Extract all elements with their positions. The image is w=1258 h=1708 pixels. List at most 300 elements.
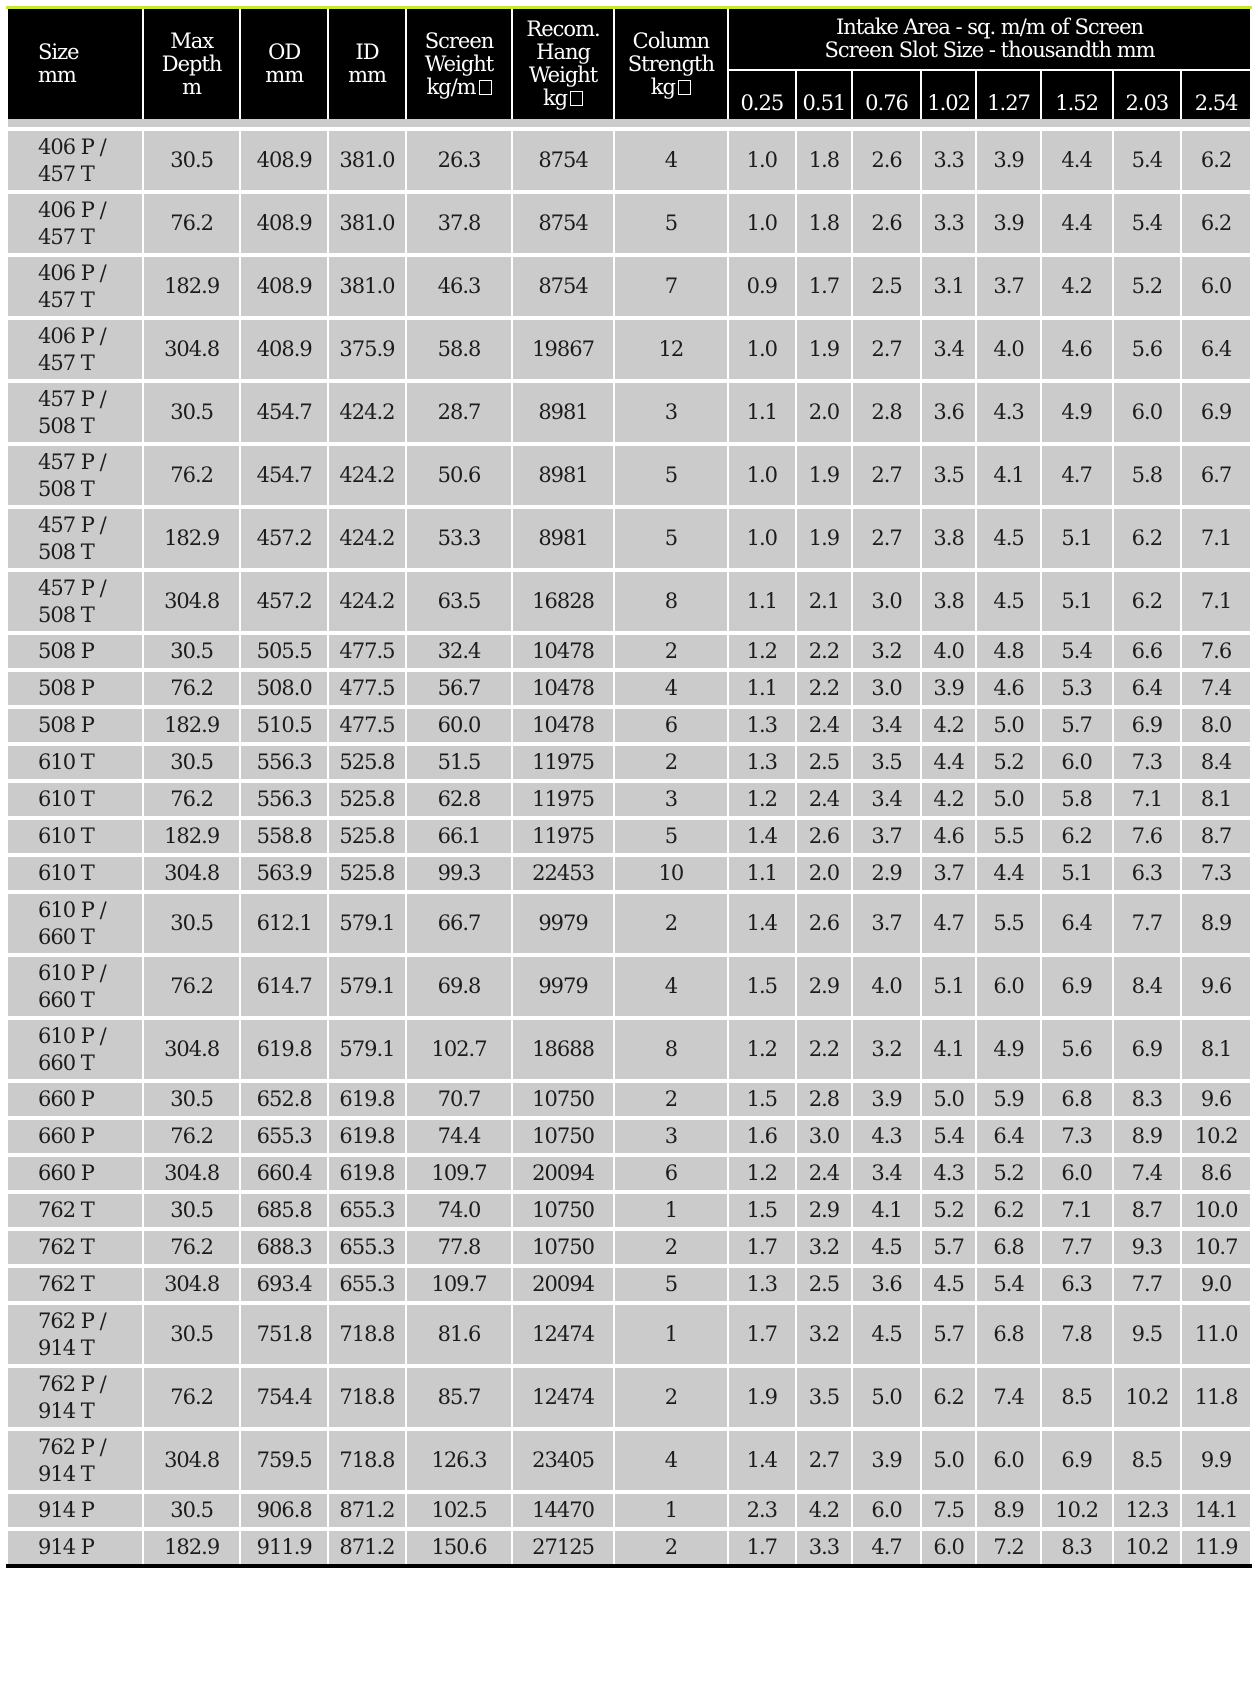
intake-area-cell: 12.3 xyxy=(1113,1492,1182,1529)
max-depth-cell: 76.2 xyxy=(143,192,240,255)
header-size-text: Size mm xyxy=(38,40,79,87)
intake-area-cell: 7.3 xyxy=(1181,855,1251,892)
intake-area-cell: 2.0 xyxy=(796,855,853,892)
intake-area-cell: 9.6 xyxy=(1181,1081,1251,1118)
column-strength-cell: 12 xyxy=(614,318,728,381)
header-screen-weight xyxy=(406,8,513,120)
max-depth-cell: 30.5 xyxy=(143,381,240,444)
intake-area-cell: 5.1 xyxy=(921,955,977,1018)
intake-area-cell: 6.2 xyxy=(921,1366,977,1429)
max-depth-cell: 30.5 xyxy=(143,1192,240,1229)
intake-area-cell: 5.4 xyxy=(976,1266,1040,1303)
intake-area-cell: 5.0 xyxy=(976,781,1040,818)
size-cell: 610 T xyxy=(7,781,143,818)
table-body xyxy=(7,119,1251,1566)
intake-area-cell: 5.4 xyxy=(1113,192,1182,255)
intake-area-cell: 4.5 xyxy=(921,1266,977,1303)
footnote-box-icon xyxy=(570,91,583,106)
hang-weight-cell: 8754 xyxy=(512,192,613,255)
intake-area-cell: 6.0 xyxy=(1113,381,1182,444)
table-row xyxy=(7,1192,1251,1229)
column-strength-cell: 6 xyxy=(614,707,728,744)
screen-weight-cell: 63.5 xyxy=(406,570,513,633)
intake-area-cell: 6.4 xyxy=(1181,318,1251,381)
intake-area-cell: 5.0 xyxy=(921,1429,977,1492)
intake-area-cell: 2.4 xyxy=(796,1155,853,1192)
id-cell: 655.3 xyxy=(328,1266,405,1303)
intake-area-cell: 7.4 xyxy=(1113,1155,1182,1192)
intake-area-cell: 3.9 xyxy=(976,192,1040,255)
max-depth-cell: 76.2 xyxy=(143,670,240,707)
intake-area-cell: 1.9 xyxy=(728,1366,796,1429)
intake-area-cell: 10.2 xyxy=(1113,1366,1182,1429)
column-strength-cell: 6 xyxy=(614,1155,728,1192)
intake-area-cell: 2.5 xyxy=(852,255,921,318)
intake-area-cell: 10.2 xyxy=(1181,1118,1251,1155)
intake-area-cell: 6.9 xyxy=(1041,955,1113,1018)
size-cell: 508 P xyxy=(7,707,143,744)
intake-area-cell: 1.2 xyxy=(728,1155,796,1192)
intake-area-cell: 2.6 xyxy=(796,892,853,955)
column-strength-cell: 4 xyxy=(614,670,728,707)
intake-area-cell: 3.5 xyxy=(852,744,921,781)
intake-area-cell: 1.3 xyxy=(728,707,796,744)
intake-area-cell: 2.4 xyxy=(796,781,853,818)
table-row xyxy=(7,892,1251,955)
header-intake-area-line2: Screen Slot Size - thousandth mm xyxy=(824,38,1155,62)
size-cell: 914 P xyxy=(7,1492,143,1529)
id-cell: 375.9 xyxy=(328,318,405,381)
od-cell: 408.9 xyxy=(240,255,328,318)
id-cell: 871.2 xyxy=(328,1529,405,1566)
intake-area-cell: 9.5 xyxy=(1113,1303,1182,1366)
intake-area-cell: 3.0 xyxy=(852,670,921,707)
header-max-depth-text: Max Depth m xyxy=(161,28,222,99)
table-row xyxy=(7,818,1251,855)
hang-weight-cell: 10750 xyxy=(512,1118,613,1155)
intake-area-cell: 1.0 xyxy=(728,192,796,255)
header-intake-area-line1: Intake Area - sq. m/m of Screen xyxy=(836,15,1144,39)
header-slot-size: 1.52 xyxy=(1041,70,1113,119)
table-row xyxy=(7,318,1251,381)
intake-area-cell: 7.4 xyxy=(976,1366,1040,1429)
intake-area-cell: 1.3 xyxy=(728,744,796,781)
intake-area-cell: 5.4 xyxy=(1041,633,1113,670)
intake-area-cell: 4.4 xyxy=(921,744,977,781)
hang-weight-cell: 8981 xyxy=(512,381,613,444)
table-row xyxy=(7,192,1251,255)
table-row xyxy=(7,633,1251,670)
max-depth-cell: 30.5 xyxy=(143,1303,240,1366)
od-cell: 619.8 xyxy=(240,1018,328,1081)
size-cell: 457 P / 508 T xyxy=(7,381,143,444)
intake-area-cell: 8.5 xyxy=(1113,1429,1182,1492)
id-cell: 619.8 xyxy=(328,1155,405,1192)
column-strength-cell: 2 xyxy=(614,633,728,670)
intake-area-cell: 5.4 xyxy=(1113,129,1182,192)
intake-area-cell: 3.2 xyxy=(852,633,921,670)
intake-area-cell: 3.2 xyxy=(796,1303,853,1366)
id-cell: 655.3 xyxy=(328,1192,405,1229)
id-cell: 619.8 xyxy=(328,1081,405,1118)
max-depth-cell: 304.8 xyxy=(143,1155,240,1192)
intake-area-cell: 4.2 xyxy=(1041,255,1113,318)
intake-area-cell: 5.8 xyxy=(1113,444,1182,507)
intake-area-cell: 3.4 xyxy=(852,781,921,818)
intake-area-cell: 8.4 xyxy=(1113,955,1182,1018)
column-strength-cell: 4 xyxy=(614,1429,728,1492)
intake-area-cell: 4.7 xyxy=(852,1529,921,1566)
intake-area-cell: 6.9 xyxy=(1041,1429,1113,1492)
intake-area-cell: 10.7 xyxy=(1181,1229,1251,1266)
intake-area-cell: 2.9 xyxy=(796,955,853,1018)
intake-area-cell: 8.7 xyxy=(1113,1192,1182,1229)
size-cell: 508 P xyxy=(7,670,143,707)
intake-area-cell: 4.7 xyxy=(921,892,977,955)
table-row xyxy=(7,1018,1251,1081)
table-row xyxy=(7,255,1251,318)
screen-weight-cell: 51.5 xyxy=(406,744,513,781)
intake-area-cell: 2.3 xyxy=(728,1492,796,1529)
id-cell: 525.8 xyxy=(328,781,405,818)
screen-weight-cell: 77.8 xyxy=(406,1229,513,1266)
intake-area-cell: 7.7 xyxy=(1113,1266,1182,1303)
hang-weight-cell: 27125 xyxy=(512,1529,613,1566)
intake-area-cell: 4.3 xyxy=(921,1155,977,1192)
size-cell: 610 P / 660 T xyxy=(7,892,143,955)
intake-area-cell: 10.2 xyxy=(1113,1529,1182,1566)
id-cell: 655.3 xyxy=(328,1229,405,1266)
intake-area-cell: 6.2 xyxy=(1181,129,1251,192)
header-slot-size: 1.27 xyxy=(976,70,1040,119)
intake-area-cell: 5.7 xyxy=(921,1303,977,1366)
table-row xyxy=(7,707,1251,744)
header-size xyxy=(7,8,143,120)
table-row xyxy=(7,1303,1251,1366)
id-cell: 871.2 xyxy=(328,1492,405,1529)
screen-weight-cell: 102.5 xyxy=(406,1492,513,1529)
intake-area-cell: 3.7 xyxy=(921,855,977,892)
table-row xyxy=(7,1429,1251,1492)
intake-area-cell: 3.3 xyxy=(921,129,977,192)
intake-area-cell: 5.2 xyxy=(976,744,1040,781)
intake-area-cell: 9.9 xyxy=(1181,1429,1251,1492)
intake-area-cell: 4.4 xyxy=(1041,192,1113,255)
column-strength-cell: 1 xyxy=(614,1192,728,1229)
column-strength-cell: 4 xyxy=(614,955,728,1018)
intake-area-cell: 4.1 xyxy=(921,1018,977,1081)
hang-weight-cell: 18688 xyxy=(512,1018,613,1081)
size-cell: 762 P / 914 T xyxy=(7,1429,143,1492)
size-cell: 660 P xyxy=(7,1155,143,1192)
column-strength-cell: 5 xyxy=(614,818,728,855)
id-cell: 381.0 xyxy=(328,255,405,318)
intake-area-cell: 5.6 xyxy=(1041,1018,1113,1081)
intake-area-cell: 2.6 xyxy=(852,192,921,255)
header-column-strength-text: Column Strength kg xyxy=(627,28,714,99)
intake-area-cell: 5.3 xyxy=(1041,670,1113,707)
od-cell: 408.9 xyxy=(240,192,328,255)
id-cell: 525.8 xyxy=(328,818,405,855)
intake-area-cell: 6.4 xyxy=(1041,892,1113,955)
table-row xyxy=(7,1492,1251,1529)
intake-area-cell: 4.2 xyxy=(796,1492,853,1529)
header-max-depth xyxy=(143,8,240,120)
intake-area-cell: 2.8 xyxy=(852,381,921,444)
hang-weight-cell: 10478 xyxy=(512,707,613,744)
hang-weight-cell: 8754 xyxy=(512,129,613,192)
intake-area-cell: 7.4 xyxy=(1181,670,1251,707)
screen-weight-cell: 85.7 xyxy=(406,1366,513,1429)
intake-area-cell: 2.6 xyxy=(852,129,921,192)
hang-weight-cell: 23405 xyxy=(512,1429,613,1492)
size-cell: 762 T xyxy=(7,1229,143,1266)
intake-area-cell: 1.2 xyxy=(728,633,796,670)
footnote-box-icon xyxy=(678,80,691,95)
intake-area-cell: 3.7 xyxy=(976,255,1040,318)
screen-weight-cell: 109.7 xyxy=(406,1266,513,1303)
intake-area-cell: 5.9 xyxy=(976,1081,1040,1118)
intake-area-cell: 8.6 xyxy=(1181,1155,1251,1192)
intake-area-cell: 6.4 xyxy=(976,1118,1040,1155)
id-cell: 579.1 xyxy=(328,1018,405,1081)
intake-area-cell: 1.7 xyxy=(728,1303,796,1366)
size-cell: 762 P / 914 T xyxy=(7,1366,143,1429)
table-row xyxy=(7,781,1251,818)
id-cell: 619.8 xyxy=(328,1118,405,1155)
hang-weight-cell: 11975 xyxy=(512,781,613,818)
intake-area-cell: 3.6 xyxy=(852,1266,921,1303)
header-intake-area xyxy=(728,8,1251,71)
intake-area-cell: 9.3 xyxy=(1113,1229,1182,1266)
size-cell: 508 P xyxy=(7,633,143,670)
header-id xyxy=(328,8,405,120)
hang-weight-cell: 11975 xyxy=(512,744,613,781)
header-od xyxy=(240,8,328,120)
intake-area-cell: 5.8 xyxy=(1041,781,1113,818)
intake-area-cell: 1.8 xyxy=(796,192,853,255)
hang-weight-cell: 10750 xyxy=(512,1229,613,1266)
size-cell: 406 P / 457 T xyxy=(7,129,143,192)
intake-area-cell: 5.4 xyxy=(921,1118,977,1155)
od-cell: 685.8 xyxy=(240,1192,328,1229)
intake-area-cell: 6.2 xyxy=(976,1192,1040,1229)
screen-weight-cell: 46.3 xyxy=(406,255,513,318)
intake-area-cell: 4.5 xyxy=(976,507,1040,570)
header-slot-size: 1.02 xyxy=(921,70,977,119)
id-cell: 718.8 xyxy=(328,1366,405,1429)
header-slot-size: 0.25 xyxy=(728,70,796,119)
intake-area-cell: 5.7 xyxy=(1041,707,1113,744)
intake-area-cell: 4.7 xyxy=(1041,444,1113,507)
size-cell: 406 P / 457 T xyxy=(7,255,143,318)
hang-weight-cell: 14470 xyxy=(512,1492,613,1529)
intake-area-cell: 6.6 xyxy=(1113,633,1182,670)
intake-area-cell: 6.7 xyxy=(1181,444,1251,507)
screen-weight-cell: 56.7 xyxy=(406,670,513,707)
max-depth-cell: 304.8 xyxy=(143,570,240,633)
screen-weight-cell: 102.7 xyxy=(406,1018,513,1081)
intake-area-cell: 3.8 xyxy=(921,507,977,570)
max-depth-cell: 30.5 xyxy=(143,633,240,670)
column-strength-cell: 2 xyxy=(614,744,728,781)
od-cell: 457.2 xyxy=(240,507,328,570)
header-id-text: ID mm xyxy=(348,40,386,87)
od-cell: 505.5 xyxy=(240,633,328,670)
max-depth-cell: 182.9 xyxy=(143,1529,240,1566)
hang-weight-cell: 12474 xyxy=(512,1366,613,1429)
id-cell: 579.1 xyxy=(328,892,405,955)
intake-area-cell: 1.2 xyxy=(728,1018,796,1081)
max-depth-cell: 30.5 xyxy=(143,129,240,192)
intake-area-cell: 5.1 xyxy=(1041,507,1113,570)
max-depth-cell: 30.5 xyxy=(143,1081,240,1118)
column-strength-cell: 4 xyxy=(614,129,728,192)
od-cell: 457.2 xyxy=(240,570,328,633)
intake-area-cell: 14.1 xyxy=(1181,1492,1251,1529)
intake-area-cell: 2.2 xyxy=(796,1018,853,1081)
size-cell: 610 T xyxy=(7,818,143,855)
intake-area-cell: 8.1 xyxy=(1181,781,1251,818)
intake-area-cell: 6.0 xyxy=(921,1529,977,1566)
table-row xyxy=(7,507,1251,570)
table-row xyxy=(7,1081,1251,1118)
max-depth-cell: 304.8 xyxy=(143,1266,240,1303)
header-slot-size: 2.54 xyxy=(1181,70,1251,119)
intake-area-cell: 2.8 xyxy=(796,1081,853,1118)
intake-area-cell: 1.1 xyxy=(728,570,796,633)
intake-area-cell: 4.2 xyxy=(921,707,977,744)
table-row xyxy=(7,1155,1251,1192)
intake-area-cell: 1.5 xyxy=(728,1192,796,1229)
screen-weight-cell: 99.3 xyxy=(406,855,513,892)
column-strength-cell: 5 xyxy=(614,507,728,570)
header-slot-size: 2.03 xyxy=(1113,70,1182,119)
hang-weight-cell: 10750 xyxy=(512,1081,613,1118)
od-cell: 759.5 xyxy=(240,1429,328,1492)
intake-area-cell: 2.2 xyxy=(796,670,853,707)
intake-area-cell: 7.1 xyxy=(1113,781,1182,818)
screen-weight-cell: 26.3 xyxy=(406,129,513,192)
screen-weight-cell: 74.4 xyxy=(406,1118,513,1155)
size-cell: 406 P / 457 T xyxy=(7,192,143,255)
size-cell: 660 P xyxy=(7,1081,143,1118)
intake-area-cell: 4.4 xyxy=(976,855,1040,892)
screen-weight-cell: 32.4 xyxy=(406,633,513,670)
id-cell: 424.2 xyxy=(328,507,405,570)
column-strength-cell: 2 xyxy=(614,1529,728,1566)
intake-area-cell: 1.1 xyxy=(728,381,796,444)
hang-weight-cell: 9979 xyxy=(512,955,613,1018)
table-row xyxy=(7,955,1251,1018)
column-strength-cell: 5 xyxy=(614,192,728,255)
intake-area-cell: 1.9 xyxy=(796,318,853,381)
intake-area-cell: 2.9 xyxy=(796,1192,853,1229)
intake-area-cell: 6.0 xyxy=(1181,255,1251,318)
od-cell: 563.9 xyxy=(240,855,328,892)
header-column-strength xyxy=(614,8,728,120)
od-cell: 754.4 xyxy=(240,1366,328,1429)
screen-weight-cell: 50.6 xyxy=(406,444,513,507)
intake-area-cell: 6.0 xyxy=(976,955,1040,1018)
hang-weight-cell: 12474 xyxy=(512,1303,613,1366)
id-cell: 477.5 xyxy=(328,633,405,670)
header-od-text: OD mm xyxy=(265,40,304,87)
column-strength-cell: 2 xyxy=(614,1366,728,1429)
intake-area-cell: 1.9 xyxy=(796,507,853,570)
intake-area-cell: 3.5 xyxy=(921,444,977,507)
screen-weight-cell: 150.6 xyxy=(406,1529,513,1566)
intake-area-cell: 3.6 xyxy=(921,381,977,444)
max-depth-cell: 182.9 xyxy=(143,707,240,744)
intake-area-cell: 3.9 xyxy=(852,1081,921,1118)
od-cell: 454.7 xyxy=(240,381,328,444)
table-row xyxy=(7,1266,1251,1303)
intake-area-cell: 3.3 xyxy=(921,192,977,255)
screen-weight-cell: 66.7 xyxy=(406,892,513,955)
intake-area-cell: 7.2 xyxy=(976,1529,1040,1566)
intake-area-cell: 11.8 xyxy=(1181,1366,1251,1429)
screen-weight-cell: 81.6 xyxy=(406,1303,513,1366)
intake-area-cell: 1.4 xyxy=(728,892,796,955)
intake-area-cell: 1.1 xyxy=(728,670,796,707)
intake-area-cell: 1.3 xyxy=(728,1266,796,1303)
hang-weight-cell: 8981 xyxy=(512,444,613,507)
intake-area-cell: 11.0 xyxy=(1181,1303,1251,1366)
intake-area-cell: 3.9 xyxy=(921,670,977,707)
od-cell: 510.5 xyxy=(240,707,328,744)
intake-area-cell: 6.3 xyxy=(1041,1266,1113,1303)
intake-area-cell: 2.7 xyxy=(852,444,921,507)
intake-area-cell: 6.0 xyxy=(976,1429,1040,1492)
intake-area-cell: 1.1 xyxy=(728,855,796,892)
id-cell: 381.0 xyxy=(328,129,405,192)
intake-area-cell: 4.1 xyxy=(852,1192,921,1229)
intake-area-cell: 1.7 xyxy=(728,1229,796,1266)
intake-area-cell: 6.8 xyxy=(976,1303,1040,1366)
size-cell: 457 P / 508 T xyxy=(7,507,143,570)
intake-area-cell: 3.1 xyxy=(921,255,977,318)
header-hang-weight-text: Recom. Hang Weight kg xyxy=(526,17,600,110)
intake-area-cell: 4.6 xyxy=(1041,318,1113,381)
size-cell: 457 P / 508 T xyxy=(7,570,143,633)
intake-area-cell: 1.5 xyxy=(728,1081,796,1118)
od-cell: 454.7 xyxy=(240,444,328,507)
column-strength-cell: 3 xyxy=(614,381,728,444)
intake-area-cell: 1.2 xyxy=(728,781,796,818)
intake-area-cell: 10.0 xyxy=(1181,1192,1251,1229)
screen-weight-cell: 37.8 xyxy=(406,192,513,255)
id-cell: 718.8 xyxy=(328,1303,405,1366)
max-depth-cell: 76.2 xyxy=(143,444,240,507)
id-cell: 424.2 xyxy=(328,570,405,633)
screen-weight-cell: 60.0 xyxy=(406,707,513,744)
od-cell: 911.9 xyxy=(240,1529,328,1566)
intake-area-cell: 4.6 xyxy=(921,818,977,855)
intake-area-cell: 8.1 xyxy=(1181,1018,1251,1081)
size-cell: 762 T xyxy=(7,1266,143,1303)
od-cell: 508.0 xyxy=(240,670,328,707)
hang-weight-cell: 16828 xyxy=(512,570,613,633)
table-row xyxy=(7,855,1251,892)
intake-area-cell: 6.2 xyxy=(1113,570,1182,633)
max-depth-cell: 30.5 xyxy=(143,892,240,955)
intake-area-cell: 6.8 xyxy=(1041,1081,1113,1118)
intake-area-cell: 7.7 xyxy=(1113,892,1182,955)
screen-weight-cell: 126.3 xyxy=(406,1429,513,1492)
intake-area-cell: 5.5 xyxy=(976,818,1040,855)
header-hang-weight xyxy=(512,8,613,120)
